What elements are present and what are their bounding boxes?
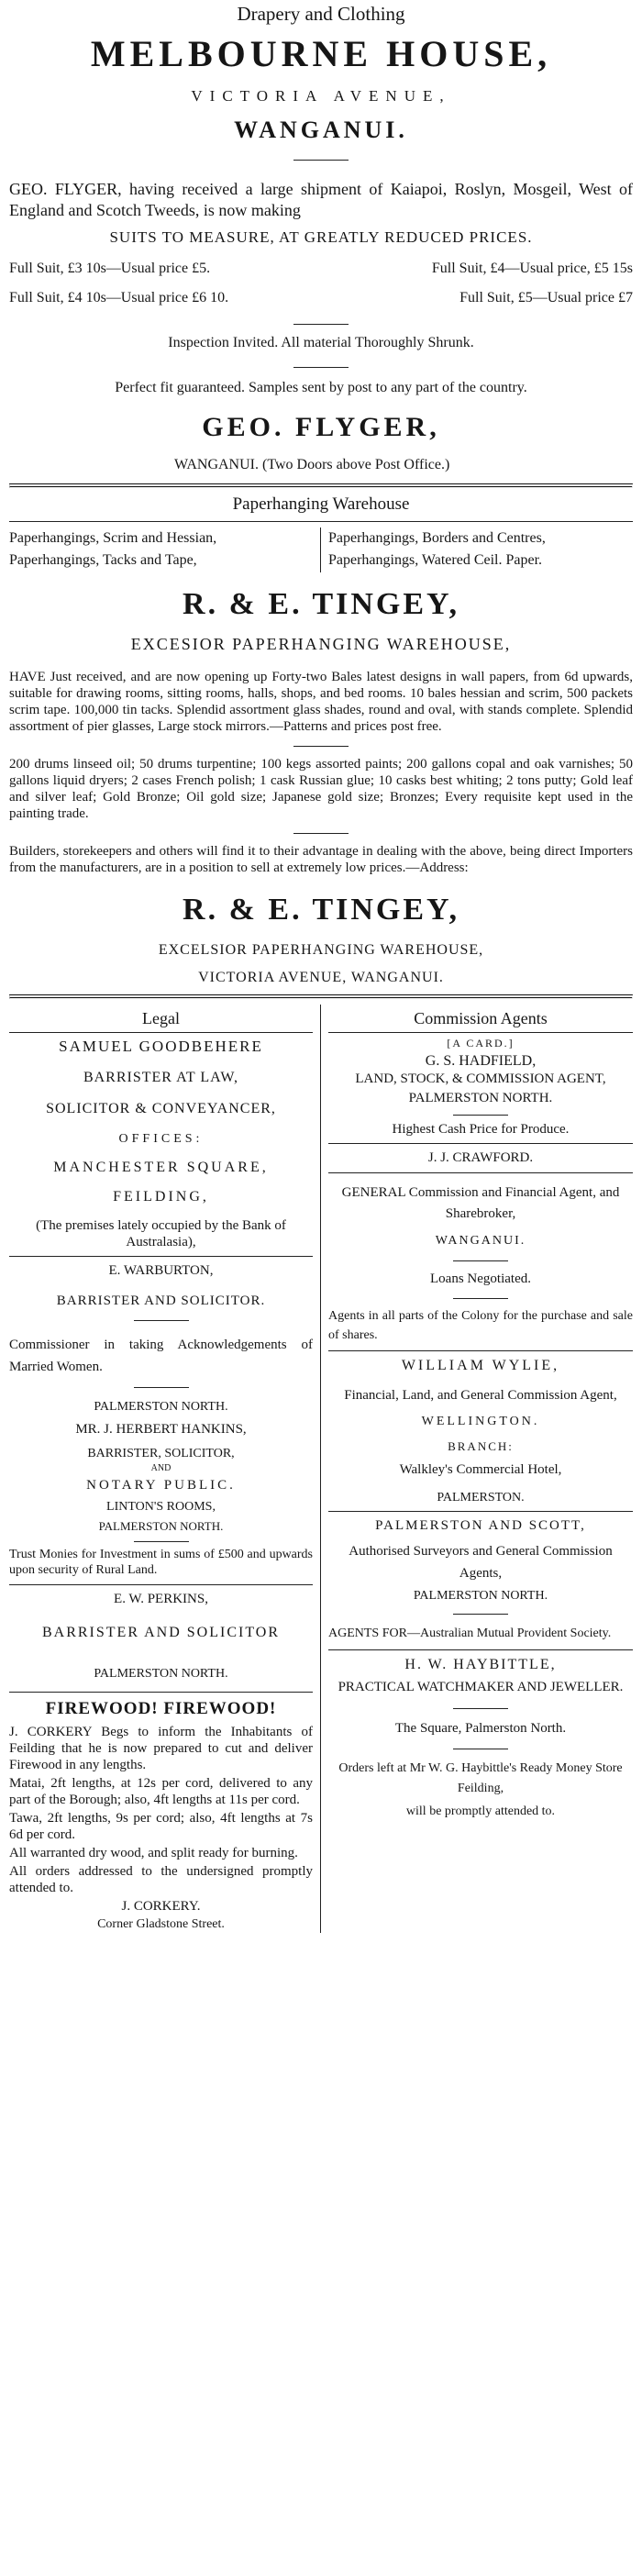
warehouse-address: VICTORIA AVENUE, WANGANUI.: [198, 969, 444, 985]
divider: [328, 1511, 633, 1512]
proprietor-name: GEO. FLYGER,: [202, 412, 440, 443]
wylie-town2: PALMERSTON.: [437, 1490, 525, 1505]
wylie-branch: BRANCH:: [448, 1438, 514, 1453]
divider: [453, 1614, 508, 1615]
price-list: [9, 260, 633, 307]
divider: [293, 367, 349, 368]
hankins-trust: Trust Monies for Investment in sums of £500 and upwards upon security of Rural Land.: [9, 1548, 313, 1577]
divider: [134, 1387, 189, 1388]
hankins-title: BARRISTER, SOLICITOR,: [87, 1446, 235, 1460]
firewood-orders: All orders addressed to the undersigned promptly attended to.: [9, 1863, 313, 1895]
hadfield-town: PALMERSTON NORTH.: [408, 1090, 553, 1105]
crawford-agents: Agents in all parts of the Colony for the purchase and sale of shares.: [328, 1309, 633, 1343]
hankins-title2: NOTARY PUBLIC.: [86, 1477, 236, 1493]
hadfield-title: LAND, STOCK, & COMMISSION AGENT,: [355, 1071, 606, 1087]
haybittle-attend: will be promptly attended to.: [405, 1804, 556, 1818]
wylie-title: Financial, Land, and General Commission Agent,: [344, 1388, 617, 1404]
dealers-note: Builders, storekeepers and others will find it to their advantage in dealing with the above, being direct Importers from the manufacturers, are in a position to sell at extremely low prices.—Address:: [9, 844, 633, 876]
wylie-name: WILLIAM WYLIE,: [401, 1358, 560, 1374]
hankins-rooms: LINTON'S ROOMS,: [106, 1500, 216, 1515]
legal-heading: Legal: [9, 1005, 313, 1034]
divider: [134, 1320, 189, 1321]
crawford-loans: Loans Negotiated.: [430, 1271, 531, 1286]
paperhanging-body: HAVE Just received, and are now opening up Forty-two Bales latest designs in wall papers, from 6d upwards, suitable for drawing rooms, sitting rooms, halls, shops, and bed rooms. 10 bales hessian and scrim, 500 packets scrim tape. 100,000 tin tacks. Splendid assortment glass shades, round and oval, with stands complete. Splendid assortment of pier glasses, Large stock mirrors.—Patterns and prices post free.: [9, 670, 633, 735]
price-item: Full Suit, £4—Usual price, £5 15s: [431, 261, 633, 277]
scott-card: [328, 1517, 633, 1644]
warburton-title: BARRISTER AND SOLICITOR.: [56, 1293, 266, 1308]
goodbehere-offices: OFFICES:: [118, 1132, 204, 1147]
goods-columns: [9, 527, 633, 573]
firm-name-repeat: R. & E. TINGEY,: [183, 893, 459, 927]
divider: [293, 746, 349, 747]
wylie-town: WELLINGTON.: [421, 1415, 540, 1429]
price-item: Full Suit, £5—Usual price £7: [459, 290, 633, 306]
suits-line: SUITS TO MEASURE, AT GREATLY REDUCED PRICES.: [109, 228, 533, 246]
hadfield-card: [328, 1037, 633, 1138]
hankins-name: MR. J. HERBERT HANKINS,: [75, 1421, 247, 1437]
section-heading-drapery: Drapery and Clothing: [237, 3, 405, 25]
warburton-card: [9, 1262, 313, 1416]
crawford-name: J. J. CRAWFORD.: [427, 1150, 534, 1166]
firewood-card: [9, 1698, 313, 1933]
firewood-heading: FIREWOOD! FIREWOOD!: [45, 1698, 277, 1718]
divider: [328, 1649, 633, 1650]
firewood-matai: Matai, 2ft lengths, at 12s per cord, delivered to any part of the Borough; also, 4ft lengths at 11s per cord.: [9, 1775, 313, 1807]
warburton-town: PALMERSTON NORTH.: [94, 1400, 228, 1415]
goods-left: [9, 527, 321, 573]
price-item: Full Suit, £3 10s—Usual price £5.: [9, 261, 211, 277]
drapery-announcement: GEO. FLYGER, having received a large shipment of Kaiapoi, Roslyn, Mosgeil, West of England and Scotch Tweeds, is now making: [9, 180, 633, 219]
goodbehere-title2: SOLICITOR & CONVEYANCER,: [46, 1101, 276, 1117]
warburton-commissioner: Commissioner in taking Acknowledgements of Married Women.: [9, 1338, 313, 1375]
divider: [9, 1256, 313, 1257]
paperhanging-advertisement: [9, 494, 633, 987]
price-item: Full Suit, £4 10s—Usual price £6 10.: [9, 290, 229, 306]
section-divider: [9, 994, 633, 999]
firewood-tawa: Tawa, 2ft lengths, 9s per cord; also, 4ft lengths at 7s 6d per cord.: [9, 1810, 313, 1842]
goods-item: Paperhangings, Watered Ceil. Paper.: [328, 552, 543, 569]
goodbehere-square: MANCHESTER SQUARE,: [53, 1159, 269, 1175]
warehouse-title: EXCESIOR PAPERHANGING WAREHOUSE,: [130, 634, 512, 653]
goodbehere-title: BARRISTER AT LAW,: [83, 1070, 239, 1086]
goodbehere-town: FEILDING,: [113, 1188, 209, 1205]
goods-item: Paperhangings, Borders and Centres,: [328, 529, 546, 546]
haybittle-title: PRACTICAL WATCHMAKER AND JEWELLER.: [338, 1679, 624, 1694]
goodbehere-card: [9, 1037, 313, 1250]
divider: [293, 160, 349, 161]
drapery-advertisement: [9, 2, 633, 474]
perkins-card: [9, 1591, 313, 1682]
haybittle-address: The Square, Palmerston North.: [394, 1720, 567, 1736]
proprietor-location: WANGANUI. (Two Doors above Post Office.): [174, 456, 450, 472]
crawford-body: GENERAL Commission and Financial Agent, and Sharebroker,: [341, 1185, 620, 1221]
divider: [293, 833, 349, 834]
crawford-card: [328, 1149, 633, 1345]
haybittle-orders: Orders left at Mr W. G. Haybittle's Ready Money Store Feilding,: [338, 1760, 623, 1796]
scott-town: PALMERSTON NORTH.: [413, 1589, 548, 1604]
hadfield-name: G. S. HADFIELD,: [425, 1053, 537, 1070]
firewood-intro: J. CORKERY Begs to inform the Inhabitants of Feilding that he is now prepared to cut and deliver Firewood in any lengths.: [9, 1724, 313, 1772]
store-address: VICTORIA AVENUE,: [191, 87, 451, 105]
fit-note: Perfect fit guaranteed. Samples sent by post to any part of the country.: [115, 380, 527, 396]
paints-list: 200 drums linseed oil; 50 drums turpentine; 100 kegs assorted paints; 200 gallons copal and oak varnishes; 50 gallons liquid dryers; 2 cases French polish; 1 cask Russian glue; 10 casks best whiting; 2 tons putty; Gold leaf and silver leaf; Gold Bronze; Oil gold size; Japanese gold size; Bronzes; Every requisite kept used in the painting trade.: [9, 757, 633, 822]
firewood-address: Corner Gladstone Street.: [97, 1917, 225, 1932]
goods-item: Paperhangings, Tacks and Tape,: [9, 552, 197, 569]
hadfield-price: Highest Cash Price for Produce.: [392, 1121, 570, 1137]
goodbehere-note: (The premises lately occupied by the Bank of Australasia),: [36, 1217, 286, 1249]
crawford-town: WANGANUI.: [435, 1234, 526, 1249]
legal-column: [9, 1005, 321, 1933]
hankins-and: AND: [150, 1463, 172, 1474]
goods-right: [321, 527, 633, 573]
firm-name: R. & E. TINGEY,: [183, 587, 459, 622]
wylie-card: [328, 1357, 633, 1505]
divider: [134, 1541, 189, 1542]
goodbehere-name: SAMUEL GOODBEHERE: [59, 1038, 263, 1056]
divider: [328, 1350, 633, 1351]
haybittle-name: H. W. HAYBITTLE,: [404, 1656, 557, 1672]
perkins-title: BARRISTER AND SOLICITOR: [41, 1625, 281, 1641]
divider: [453, 1260, 508, 1261]
firewood-warrant: All warranted dry wood, and split ready for burning.: [9, 1845, 298, 1860]
commission-heading: Commission Agents: [328, 1005, 633, 1034]
hadfield-card-label: [A CARD.]: [447, 1037, 515, 1050]
divider: [328, 1143, 633, 1144]
commission-column: [321, 1005, 633, 1933]
wylie-hotel: Walkley's Commercial Hotel,: [399, 1462, 562, 1478]
divider: [9, 1692, 313, 1693]
goods-item: Paperhangings, Scrim and Hessian,: [9, 529, 217, 546]
scott-name: PALMERSTON AND SCOTT,: [375, 1518, 586, 1534]
divider: [453, 1115, 508, 1116]
divider: [453, 1708, 508, 1709]
newspaper-page: [0, 2, 642, 2576]
hankins-card: [9, 1421, 313, 1579]
scott-title: Authorised Surveyors and General Commission Agents,: [349, 1544, 613, 1582]
hankins-town: PALMERSTON NORTH.: [98, 1518, 224, 1533]
divider: [453, 1298, 508, 1299]
warburton-name: E. WARBURTON,: [108, 1262, 214, 1278]
two-column-section: [9, 1005, 633, 1933]
firewood-signature: J. CORKERY.: [121, 1898, 201, 1914]
warehouse-title-repeat: EXCELSIOR PAPERHANGING WAREHOUSE,: [158, 941, 484, 958]
divider: [9, 1584, 313, 1585]
section-heading-paperhanging: Paperhanging Warehouse: [232, 494, 410, 514]
inspection-note: Inspection Invited. All material Thoroughly Shrunk.: [168, 335, 474, 351]
store-name: MELBOURNE HOUSE,: [90, 33, 552, 75]
divider: [293, 324, 349, 325]
store-town: WANGANUI.: [234, 116, 408, 143]
scott-agents: AGENTS FOR—Australian Mutual Provident Society.: [328, 1626, 612, 1640]
perkins-name: E. W. PERKINS,: [114, 1591, 208, 1606]
divider: [9, 521, 633, 522]
section-divider: [9, 483, 633, 488]
divider: [328, 1172, 633, 1173]
haybittle-card: [328, 1656, 633, 1819]
perkins-town: PALMERSTON NORTH.: [94, 1667, 228, 1682]
